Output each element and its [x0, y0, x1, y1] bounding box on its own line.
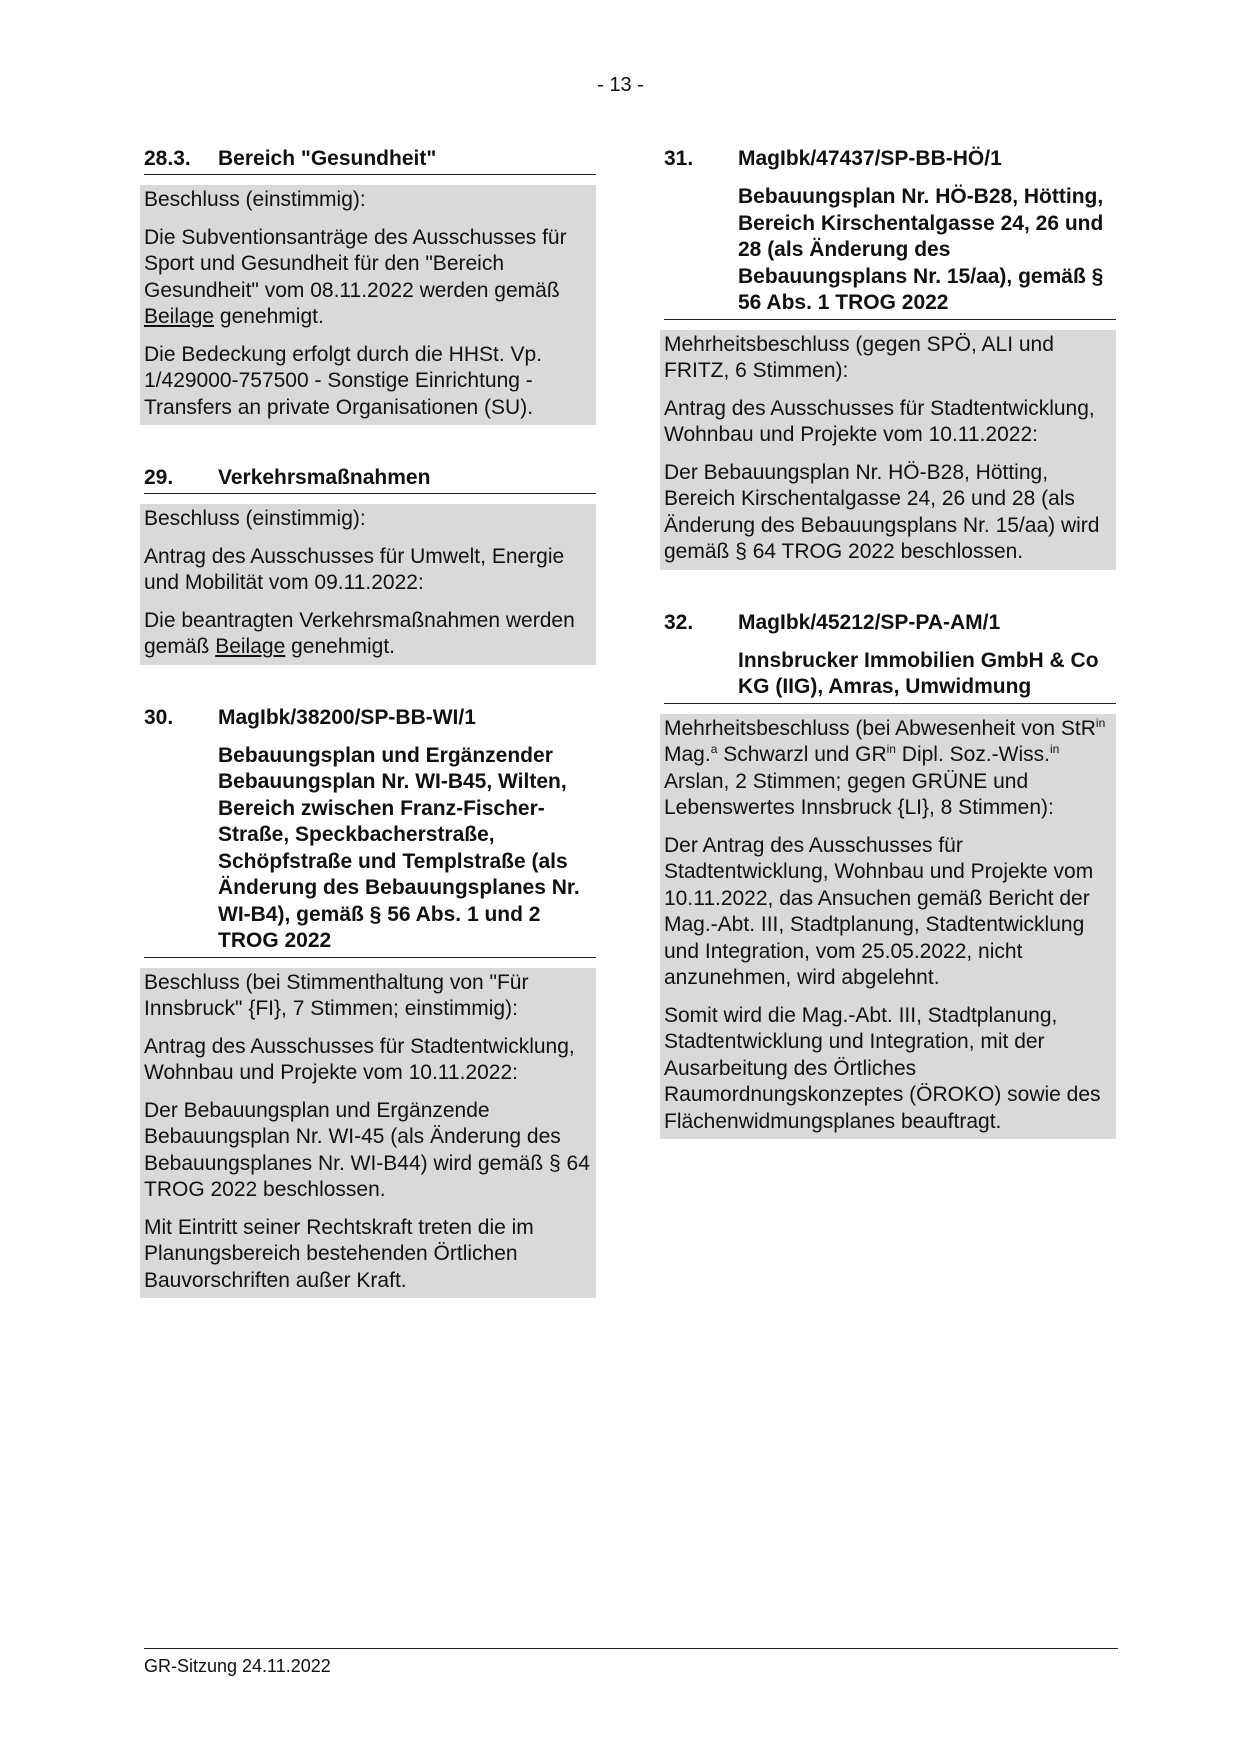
item-number: 31. [664, 147, 694, 170]
footer-divider [144, 1648, 1118, 1649]
decision-text: Der Bebauungsplan Nr. HÖ-B28, Hötting, Bereich Kirschentalgasse 24, 26 und 28 (als Änderung des Bebauungsplans Nr. 15/aa) wird gemäß § 64 TROG 2022 beschlossen. [664, 460, 1100, 563]
decision-box [140, 185, 596, 425]
decision-type: Beschluss (einstimmig): [144, 507, 366, 530]
right-column [664, 146, 1116, 1179]
decision-text: Der Bebauungsplan und Ergänzende Bebauungsplan Nr. WI-45 (als Änderung des Bebauungsplanes Nr. WI-B44) wird gemäß § 64 TROG 2022 beschlossen. [144, 1098, 590, 1201]
decision-box [140, 504, 596, 665]
item-number: 30. [144, 705, 174, 729]
item-code: MagIbk/47437/SP-BB-HÖ/1 [738, 147, 1002, 170]
decision-text: Antrag des Ausschusses für Umwelt, Energie und Mobilität vom 09.11.2022: [144, 544, 565, 594]
item-code: MagIbk/38200/SP-BB-WI/1 [218, 705, 476, 729]
decision-type: Mehrheitsbeschluss (bei Abwesenheit von StR$^{in}$ Mag.$^a$ Schwarzl und $GR^{in}$ Dipl. Soz.-Wiss.$^{in}$ Arslan, 2 Stimmen; gegen GRÜNE und Lebenswertes Innsbruck {LI}, 8 Stimmen): [664, 715, 1106, 819]
decision-text: Antrag des Ausschusses für Stadtentwicklung, Wohnbau und Projekte vom 10.11.2022: [144, 1034, 575, 1084]
decision-box [140, 968, 596, 1299]
item-heading [144, 705, 596, 958]
item-heading [664, 146, 1116, 320]
decision-box [660, 714, 1116, 1140]
item-subtitle: Bebauungsplan Nr. HÖ-B28, Hötting, Bereich Kirschentalgasse 24, 26 und 28 (als Änderung des Bebauungsplans Nr. 15/aa), gemäß § 56 Abs. 1 TROG 2022 [738, 185, 1104, 314]
item-heading [144, 465, 596, 494]
decision-text: Mit Eintritt seiner Rechtskraft treten die im Planungsbereich bestehenden Örtlichen Bauvorschriften außer Kraft. [144, 1215, 534, 1292]
item-31 [664, 146, 1116, 570]
item-code: MagIbk/45212/SP-PA-AM/1 [738, 610, 1001, 634]
item-32 [664, 610, 1116, 1140]
left-column [144, 146, 596, 1338]
decision-text: Die Bedeckung erfolgt durch die HHSt. Vp. 1/429000-757500 - Sonstige Einrichtung - Transfers an private Organisationen (SU). [144, 342, 543, 419]
decision-type: Mehrheitsbeschluss (gegen SPÖ, ALI und FRITZ, 6 Stimmen): [664, 332, 1054, 382]
item-heading [664, 610, 1116, 704]
decision-type: Beschluss (einstimmig): [144, 188, 366, 211]
item-28-3 [144, 146, 596, 425]
item-subtitle: Bebauungsplan und Ergänzender Bebauungsplan Nr. WI-B45, Wilten, Bereich zwischen Franz-Fischer-Straße, Speckbacherstraße, Schöpfstraße und Templstraße (als Änderung des Bebauungsplanes Nr. WI-B4), gemäß § 56 Abs. 1 und 2 TROG 2022 [218, 743, 580, 952]
item-29 [144, 465, 596, 665]
beilage-link[interactable]: Beilage [144, 305, 215, 328]
decision-text: Der Antrag des Ausschusses für Stadtentwicklung, Wohnbau und Projekte vom 10.11.2022, das Ansuchen gemäß Bericht der Mag.-Abt. III, Stadtplanung, Stadtentwicklung und Integration, vom 25.05.2022, nicht anzunehmen, wird abgelehnt. [664, 833, 1094, 989]
beilage-link[interactable]: Beilage [215, 635, 286, 658]
decision-text: Die Subventionsanträge des Ausschusses für Sport und Gesundheit für den "Bereich Gesundheit" vom 08.11.2022 werden gemäß Beilage genehmigt. [144, 225, 567, 328]
item-number: 29. [144, 466, 174, 489]
decision-text: Antrag des Ausschusses für Stadtentwicklung, Wohnbau und Projekte vom 10.11.2022: [664, 396, 1095, 446]
decision-type: Beschluss (bei Stimmenthaltung von "Für Innsbruck" {FI}, 7 Stimmen; einstimmig): [144, 970, 529, 1020]
item-subtitle: Innsbrucker Immobilien GmbH & Co KG (IIG), Amras, Umwidmung [738, 648, 1099, 698]
item-30 [144, 705, 596, 1299]
item-heading [144, 146, 596, 175]
decision-text: Somit wird die Mag.-Abt. III, Stadtplanung, Stadtentwicklung und Integration, mit der Ausarbeitung des Örtliches Raumordnungskonzeptes (ÖROKO) sowie des Flächenwidmungsplanes beauftragt. [664, 1003, 1101, 1133]
item-title: Verkehrsmaßnahmen [218, 466, 431, 489]
decision-box [660, 330, 1116, 570]
item-number: 28.3. [144, 147, 191, 170]
item-title: Bereich "Gesundheit" [218, 147, 437, 170]
footer-text: GR-Sitzung 24.11.2022 [144, 1656, 331, 1676]
decision-text: Die beantragten Verkehrsmaßnahmen werden gemäß Beilage genehmigt. [144, 608, 575, 658]
item-number: 32. [664, 610, 694, 634]
page-number: - 13 - [597, 74, 644, 96]
